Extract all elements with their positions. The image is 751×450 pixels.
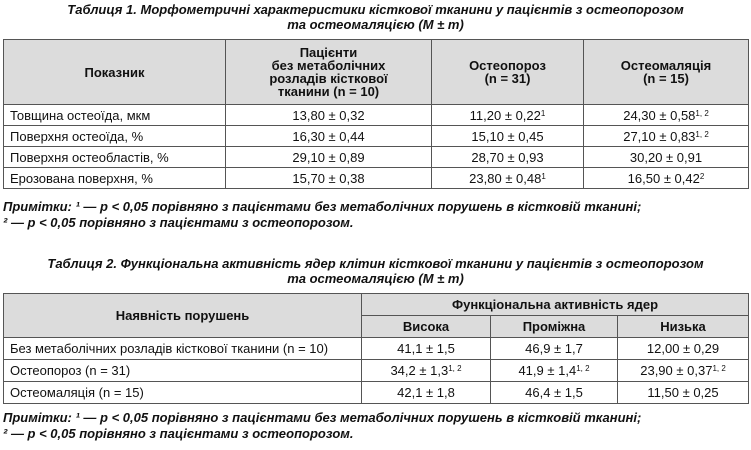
cell-value xyxy=(226,147,432,168)
value: 23,80 ± 0,48 xyxy=(469,170,542,186)
cell-value xyxy=(226,126,432,147)
row-label: Товщина остеоїда, мкм xyxy=(4,105,226,126)
cell-value xyxy=(432,126,584,147)
table1-header-group1-line3: розладів кісткової xyxy=(269,71,388,86)
value: 11,20 ± 0,22 xyxy=(469,107,541,123)
value: 41,9 ± 1,4 xyxy=(518,363,577,378)
table1-note-line1: Примітки: ¹ — p < 0,05 порівняно з пацієнтами без метаболічних порушень в кістковій тканині; xyxy=(3,199,642,214)
table2-note-line2: ² — p < 0,05 порівняно з пацієнтами з остеопорозом. xyxy=(3,426,354,441)
table1-header-row xyxy=(4,40,749,105)
table1-caption-line2: та остеомаляцією (M ± m) xyxy=(287,17,464,32)
table1-header-group2-line2: (n = 31) xyxy=(484,71,531,86)
significance-mark: 1, 2 xyxy=(712,364,726,373)
table-row xyxy=(4,338,749,360)
row-label: Без метаболічних розладів кісткової тканини (n = 10) xyxy=(4,338,362,360)
value: 23,90 ± 0,37 xyxy=(640,363,713,378)
table1-header-group1 xyxy=(226,40,432,105)
cell-value xyxy=(491,338,618,360)
table1-note-line2: ² — p < 0,05 порівняно з пацієнтами з остеопорозом. xyxy=(3,215,354,230)
row-label: Остеомаляція (n = 15) xyxy=(4,382,362,404)
table2-note-line1: Примітки: ¹ — p < 0,05 порівняно з пацієнтами без метаболічних порушень в кістковій тканині; xyxy=(3,410,642,425)
cell-value xyxy=(226,105,432,126)
table2-notes xyxy=(3,410,748,442)
significance-mark: 1, 2 xyxy=(576,364,590,373)
value: 11,50 ± 0,25 xyxy=(647,385,719,400)
value: 46,9 ± 1,7 xyxy=(525,341,583,356)
row-label: Поверхня остеобластів, % xyxy=(4,147,226,168)
table1-caption xyxy=(0,2,751,32)
row-label: Поверхня остеоїда, % xyxy=(4,126,226,147)
value: 12,00 ± 0,29 xyxy=(646,341,720,356)
table2-caption xyxy=(0,256,751,286)
significance-mark: 1, 2 xyxy=(695,108,709,118)
cell-value xyxy=(618,360,749,382)
value: 13,80 ± 0,32 xyxy=(292,107,365,123)
table-row xyxy=(4,105,749,126)
table2-header-low: Низька xyxy=(618,316,749,338)
table1-caption-line1: Таблиця 1. Морфометричні характеристики кісткової тканини у пацієнтів з остеопорозом xyxy=(67,2,684,17)
table1-header-group1-line4: тканини (n = 10) xyxy=(277,84,380,99)
table-row xyxy=(4,168,749,189)
table2-header-row xyxy=(4,294,749,316)
cell-value xyxy=(584,147,749,168)
table-row xyxy=(4,382,749,404)
cell-value xyxy=(362,382,491,404)
value: 15,70 ± 0,38 xyxy=(292,170,365,186)
value: 34,2 ± 1,3 xyxy=(390,363,449,378)
cell-value xyxy=(584,168,749,189)
cell-value xyxy=(584,105,749,126)
table1-header-group3-line1: Остеомаляція xyxy=(620,58,712,73)
cell-value xyxy=(491,360,618,382)
value: 16,30 ± 0,44 xyxy=(292,128,365,144)
cell-value xyxy=(362,338,491,360)
table1-header-group2 xyxy=(432,40,584,105)
significance-mark: 1 xyxy=(540,108,546,118)
cell-value xyxy=(362,360,491,382)
table1-header-group1-line2: без метаболічних xyxy=(271,58,386,73)
table2-header-high: Висока xyxy=(362,316,491,338)
cell-value xyxy=(618,382,749,404)
cell-value xyxy=(432,105,584,126)
table2-header-disorder: Наявність порушень xyxy=(4,294,362,338)
cell-value xyxy=(584,126,749,147)
value: 41,1 ± 1,5 xyxy=(397,341,455,356)
table1-header-group1-line1: Пацієнти xyxy=(299,45,358,60)
significance-mark: 1, 2 xyxy=(695,129,709,139)
value: 30,20 ± 0,91 xyxy=(629,149,703,165)
value: 24,30 ± 0,58 xyxy=(623,107,696,123)
cell-value xyxy=(226,168,432,189)
value: 42,1 ± 1,8 xyxy=(397,385,455,400)
value: 28,70 ± 0,93 xyxy=(471,149,544,165)
table1-header-group2-line1: Остеопороз xyxy=(469,58,546,73)
row-label: Остеопороз (n = 31) xyxy=(4,360,362,382)
table1-header-indicator: Показник xyxy=(4,40,226,105)
table2-caption-line2: та остеомаляцією (M ± m) xyxy=(287,271,464,286)
value: 15,10 ± 0,45 xyxy=(471,128,544,144)
table2-caption-line1: Таблиця 2. Функціональна активність ядер клітин кісткової тканини у пацієнтів з остеопорозом xyxy=(47,256,704,271)
table2 xyxy=(3,293,749,404)
table1-header-group3-line2: (n = 15) xyxy=(643,71,689,86)
cell-value xyxy=(491,382,618,404)
table1-notes xyxy=(3,199,748,231)
cell-value xyxy=(618,338,749,360)
significance-mark: 1 xyxy=(541,171,546,181)
table-row xyxy=(4,360,749,382)
value: 16,50 ± 0,42 xyxy=(627,170,700,186)
cell-value xyxy=(432,147,584,168)
value: 27,10 ± 0,83 xyxy=(623,128,696,144)
table-row xyxy=(4,126,749,147)
cell-value xyxy=(432,168,584,189)
table-row xyxy=(4,147,749,168)
significance-mark: 1, 2 xyxy=(448,364,462,373)
row-label: Ерозована поверхня, % xyxy=(4,168,226,189)
table1 xyxy=(3,39,749,189)
value: 29,10 ± 0,89 xyxy=(292,149,365,165)
table1-header-group3 xyxy=(584,40,749,105)
table2-header-medium: Проміжна xyxy=(491,316,618,338)
table2-header-activity: Функціональна активність ядер xyxy=(362,294,749,316)
significance-mark: 2 xyxy=(699,171,705,181)
value: 46,4 ± 1,5 xyxy=(525,385,583,400)
